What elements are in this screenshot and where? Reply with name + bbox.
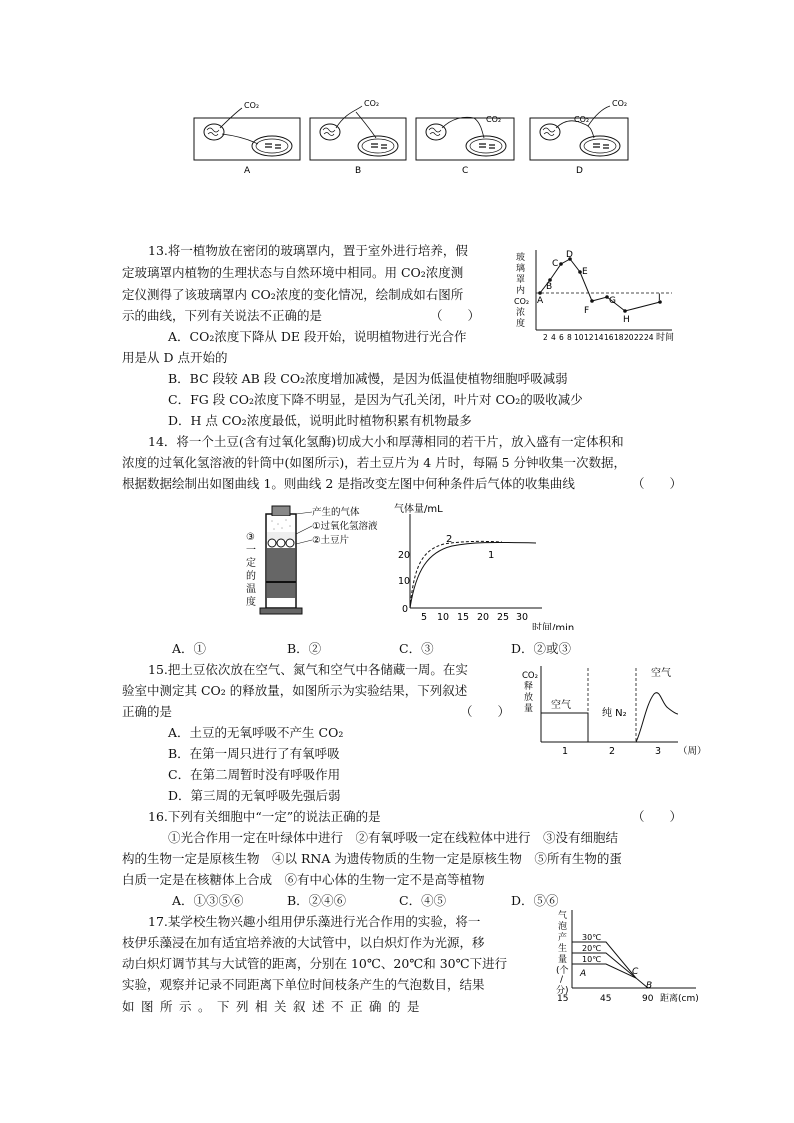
- q17-xtick: 45: [600, 994, 612, 1004]
- q13-xtick: 18: [614, 333, 624, 342]
- q17-series-30: 30℃: [582, 933, 602, 942]
- q13-ylabel-1: 璃: [516, 264, 526, 274]
- q16-paren: （ ）: [632, 809, 683, 824]
- q16-option-c: C．④⑤: [399, 893, 447, 908]
- q17-series-20: 20℃: [582, 944, 602, 953]
- q17-ylabel: [556, 909, 569, 996]
- q13-label-h: H: [623, 315, 630, 325]
- q14-paren: （ ）: [632, 476, 683, 491]
- q14-curve-2-label: 2: [446, 534, 453, 545]
- q14-syringe-cap: [272, 506, 290, 516]
- q15-region-2: 纯 N₂: [602, 708, 627, 719]
- q15-xtick: 2: [609, 746, 616, 757]
- co2-label: CO₂: [244, 101, 260, 110]
- q13-point-c: [559, 262, 563, 266]
- q14-ytick: 20: [398, 550, 411, 561]
- q14-option-a: A．①: [172, 641, 207, 656]
- q16-option-a: A．①③⑤⑥: [172, 893, 244, 908]
- q13-xtick: 8: [567, 333, 572, 342]
- q14-gas-label: 产生的气体: [312, 507, 360, 518]
- q14-chart: [392, 500, 602, 630]
- q13-label-f: F: [584, 306, 590, 316]
- q17-point-b: B: [646, 981, 653, 991]
- q14-plunger: [267, 548, 295, 598]
- q17-line-2: 枝伊乐藻浸在加有适宜培养液的大试管中，以白炽灯作为光源，移: [122, 935, 485, 950]
- q17-xtick: 15: [557, 994, 569, 1004]
- q13-option-a-cont: 用是从 D 点开始的: [122, 350, 228, 365]
- q16-option-d: D．⑤⑥: [511, 893, 559, 908]
- q16-line-1: ①光合作用一定在叶绿体中进行 ②有氧呼吸一定在线粒体中进行 ③没有细胞结: [168, 830, 619, 845]
- q14-syringe-figure: [242, 500, 392, 622]
- svg-text:分): 分): [556, 986, 569, 996]
- q14-line-3: 根据数据绘制出如图曲线 1。则曲线 2 是指改变左图中何种条件后气体的收集曲线: [122, 476, 575, 491]
- q13-line-3: 定仪测得了该玻璃罩内 CO₂浓度的变化情况，绘制成如右图所: [122, 287, 464, 302]
- panel-label: C: [462, 166, 469, 176]
- q14-option-b: B．②: [287, 641, 322, 656]
- q13-point-h: [623, 309, 627, 313]
- q13-label-a: A: [537, 296, 544, 306]
- q15-line-2: 验室中测定其 CO₂ 的释放量，如图所示为实验结果，下列叙述: [122, 683, 468, 698]
- co2-label: CO₂: [364, 100, 380, 108]
- q13-paren: （ ）: [430, 308, 481, 323]
- q13-ylabel-3: 内: [516, 286, 526, 296]
- svg-text:泡: 泡: [558, 922, 568, 932]
- q17-chart: [556, 906, 716, 1012]
- q13-xtick: 24: [644, 333, 654, 342]
- cell-panel: [530, 100, 628, 176]
- q14-potato-label: ②土豆片: [312, 535, 350, 546]
- q17-point-c: C: [632, 967, 639, 977]
- q13-ylabel-6: 度: [516, 319, 526, 329]
- q16-option-b: B．②④⑥: [287, 893, 347, 908]
- co2-label: CO₂: [574, 115, 590, 124]
- q13-ylabel-4: CO₂: [514, 297, 530, 306]
- q15-ylabel-2: 放: [524, 693, 534, 703]
- svg-text:产: 产: [558, 933, 568, 943]
- q14-ytick: 0: [402, 604, 409, 615]
- q16-line-2: 构的生物一定是原核生物 ④以 RNA 为遗传物质的生物一定是原核生物 ⑤所有生物的蛋: [122, 851, 622, 866]
- q13-xtick: 20: [624, 333, 634, 342]
- q14-curve-1: [410, 542, 536, 608]
- q13-xtick: 10: [574, 333, 584, 342]
- cell-panel: [310, 100, 406, 176]
- svg-text:/: /: [560, 975, 564, 985]
- q15-option-c: C．在第二周暂时没有呼吸作用: [168, 767, 341, 782]
- q14-temp-4: 温: [246, 584, 256, 595]
- q17-line-4: 实验，观察并记录不同距离下单位时间枝条产生的气泡数目，结果: [122, 977, 485, 992]
- q14-curve-1-label: 1: [488, 550, 495, 561]
- q14-temp-label: [246, 532, 256, 608]
- q13-xtick: 22: [634, 333, 644, 342]
- q14-line-2: 浓度的过氧化氢溶液的针筒中(如图所示)，若土豆片为 4 片时，每隔 5 分钟收集一次数据，: [122, 455, 627, 470]
- q14-gas-space: [267, 516, 295, 532]
- q15-option-d: D．第三周的无氧呼吸先强后弱: [168, 788, 341, 803]
- q14-xtick: 30: [516, 612, 529, 623]
- q15-line-1: 15.把土豆依次放在空气、氮气和空气中各储藏一周。在实: [148, 662, 468, 677]
- q13-option-a: A．CO₂浓度下降从 DE 段开始，说明植物进行光合作: [168, 329, 467, 344]
- q16-stem: 16.下列有关细胞中“一定”的说法正确的是: [148, 809, 381, 824]
- cell-panel: [416, 115, 514, 176]
- q17-point-a: A: [580, 969, 587, 979]
- q17-line-3: 动白炽灯调节其与大试管的距离，分别在 10℃、20℃和 30℃下进行: [122, 956, 508, 971]
- q14-temp-1: 一: [246, 545, 256, 556]
- svg-text:量: 量: [558, 955, 568, 965]
- q13-label-d: D: [566, 250, 573, 260]
- q13-point-a: [538, 291, 542, 295]
- q17-series-10: 10℃: [582, 955, 602, 964]
- q13-option-b: B．BC 段较 AB 段 CO₂浓度增加减慢，是因为低温使植物细胞呼吸减弱: [168, 371, 568, 386]
- svg-text:气: 气: [558, 911, 568, 921]
- q13-line-1: 13.将一植物放在密闭的玻璃罩内，置于室外进行培养，假: [148, 243, 468, 258]
- q13-xtick: 4: [551, 333, 556, 342]
- q15-ylabel-1: 释: [524, 682, 534, 692]
- q14-temp-3: 的: [246, 571, 256, 582]
- q14-xtick: 5: [421, 612, 428, 623]
- q14-option-c: C．③: [399, 641, 434, 656]
- q14-temp-0: ③: [246, 532, 255, 543]
- q15-xtick: 3: [655, 746, 662, 757]
- q13-option-c: C．FG 段 CO₂浓度下降不明显，是因为气孔关闭，叶片对 CO₂的吸收减少: [168, 392, 583, 407]
- q13-label-b: B: [546, 282, 553, 292]
- q15-option-a: A．土豆的无氧呼吸不产生 CO₂: [168, 725, 344, 740]
- q13-ylabel-0: 玻: [516, 253, 526, 263]
- svg-text:(个: (个: [556, 966, 569, 976]
- q15-chart: [518, 664, 708, 760]
- q13-label-i: I: [658, 293, 661, 303]
- cell-diagrams: [190, 100, 660, 180]
- q13-line-2: 定玻璃罩内植物的生理状态与自然环境中相同。用 CO₂浓度测: [122, 265, 464, 280]
- q13-xtick: 16: [604, 333, 614, 342]
- q13-point-f: [590, 299, 594, 303]
- q15-ylabel-3: 量: [524, 704, 534, 714]
- q15-curve-b: [636, 693, 678, 742]
- q14-xtick: 25: [497, 612, 510, 623]
- q17-line-5: 如图所示。下列相关叙述不正确的是: [122, 999, 427, 1014]
- cell-panel: [194, 101, 300, 176]
- q16-line-3: 白质一定是在核糖体上合成 ⑥有中心体的生物一定不是高等植物: [122, 872, 485, 887]
- q13-line-4: 示的曲线，下列有关说法不正确的是: [122, 308, 323, 323]
- q14-ytick: 10: [398, 576, 411, 587]
- q15-option-b: B．在第一周只进行了有氧呼吸: [168, 746, 340, 761]
- q13-xtick: 6: [559, 333, 564, 342]
- q14-temp-2: 定: [246, 558, 256, 569]
- q14-temp-5: 度: [246, 597, 256, 608]
- q14-ylabel: 气体量/mL: [394, 504, 443, 515]
- q13-label-g: G: [609, 296, 616, 306]
- q13-label-c: C: [552, 259, 559, 269]
- panel-label: D: [576, 166, 583, 176]
- q13-xtick: 12: [584, 333, 594, 342]
- q13-ylabel-2: 罩: [516, 275, 526, 285]
- q15-ylabel-0: CO₂: [522, 671, 539, 681]
- q14-xtick: 10: [437, 612, 450, 623]
- q14-potato-slices: [268, 539, 294, 547]
- q13-xtick: 2: [543, 333, 548, 342]
- q14-xtick: 20: [477, 612, 490, 623]
- q13-ylabel-5: 浓: [516, 308, 526, 318]
- q15-xtick: 1: [562, 746, 569, 757]
- q14-option-d: D．②或③: [511, 641, 572, 656]
- q13-option-d: D．H 点 CO₂浓度最低，说明此时植物积累有机物最多: [168, 413, 472, 428]
- q13-xlabel: 时间: [656, 333, 675, 343]
- co2-label: CO₂: [612, 100, 628, 108]
- q14-solution-label: ①过氧化氢溶液: [312, 521, 378, 532]
- co2-label: CO₂: [486, 115, 502, 124]
- q13-xticks: [543, 333, 654, 342]
- top-figure: [190, 100, 660, 180]
- q14-xlabel: 时间/min: [532, 623, 575, 630]
- q14-xtick: 15: [457, 612, 470, 623]
- q13-xtick: 14: [594, 333, 604, 342]
- q17-xtick: 90: [642, 994, 654, 1004]
- panel-label: B: [355, 166, 362, 176]
- q15-region-3: 空气: [651, 668, 671, 679]
- q13-ylabel: [514, 251, 529, 329]
- svg-text:生: 生: [558, 944, 568, 954]
- q13-chart: [512, 246, 692, 348]
- q15-paren: （ ）: [460, 704, 511, 719]
- q17-xlabel: 距离(cm): [660, 994, 699, 1004]
- q15-region-1: 空气: [551, 700, 571, 711]
- q15-xunit: （周）: [678, 746, 707, 757]
- q15-line-3: 正确的是: [122, 704, 173, 719]
- panel-label: A: [244, 166, 251, 176]
- q17-line-1: 17.某学校生物兴趣小组用伊乐藻进行光合作用的实验，将一: [148, 914, 481, 929]
- q13-label-e: E: [582, 267, 588, 277]
- q14-syringe-base: [260, 608, 302, 614]
- q14-line-1: 14．将一个土豆(含有过氧化氢酶)切成大小和厚薄相同的若干片，放入盛有一定体积和: [148, 434, 624, 449]
